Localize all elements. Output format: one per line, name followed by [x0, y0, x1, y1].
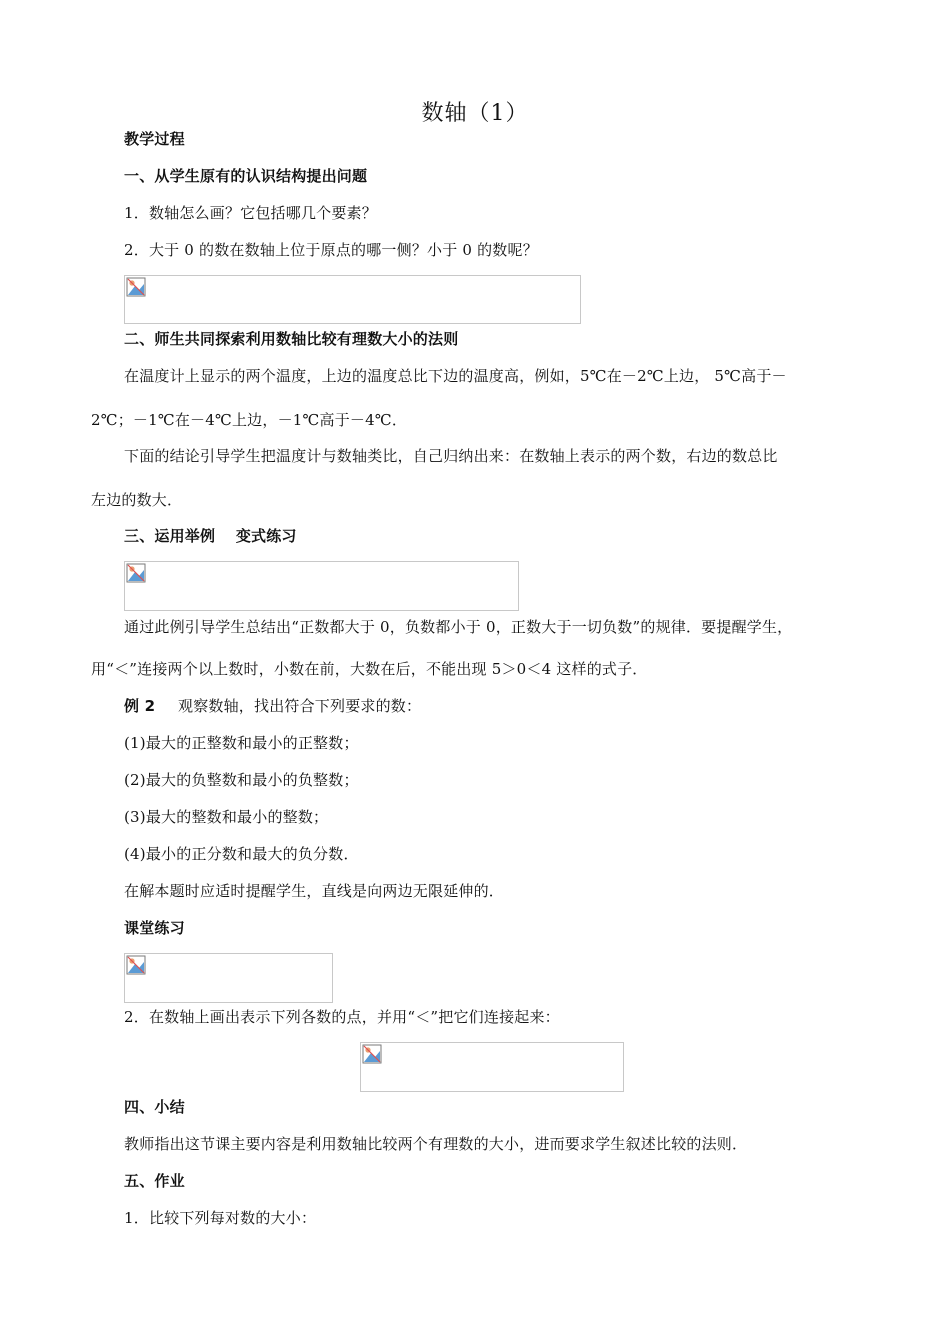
example-2-text: 观察数轴，找出符合下列要求的数：	[178, 697, 422, 715]
section-2-heading: 二、师生共同探索利用数轴比较有理数大小的法则	[124, 330, 459, 348]
section-4-heading: 四、小结	[124, 1098, 185, 1116]
broken-image-icon	[126, 277, 146, 297]
section-2-paragraph-2-line-2: 左边的数大．	[91, 491, 183, 509]
example-2-note: 在解本题时应适时提醒学生，直线是向两边无限延伸的．	[124, 882, 505, 900]
image-placeholder-3	[124, 953, 333, 1003]
section-2-paragraph-1-line-2: 2℃；－1℃在－4℃上边，－1℃高于－4℃．	[91, 411, 408, 429]
broken-image-icon	[126, 955, 146, 975]
example-2-label: 例 2	[124, 697, 156, 715]
section-5-question-1: 1．比较下列每对数的大小：	[124, 1209, 317, 1227]
image-placeholder-4	[360, 1042, 624, 1092]
example-2-item: (1)最大的正整数和最小的正整数；	[124, 734, 359, 752]
section-3-heading: 三、运用举例 变式练习	[124, 527, 297, 545]
section-1-heading: 一、从学生原有的认识结构提出问题	[124, 167, 368, 185]
practice-question-2: 2．在数轴上画出表示下列各数的点，并用“＜”把它们连接起来：	[124, 1008, 560, 1026]
example-2-item: (2)最大的负整数和最小的负整数；	[124, 771, 359, 789]
section-2-paragraph-2-line-1: 下面的结论引导学生把温度计与数轴类比，自己归纳出来：在数轴上表示的两个数，右边的数总比	[124, 447, 778, 465]
section-3-paragraph-line-1: 通过此例引导学生总结出“正数都大于 0，负数都小于 0，正数大于一切负数”的规律．要提醒学生，	[124, 618, 793, 636]
example-2-item: (3)最大的整数和最小的整数；	[124, 808, 329, 826]
broken-image-icon	[362, 1044, 382, 1064]
section-1-question-1: 1．数轴怎么画？它包括哪几个要素？	[124, 204, 377, 222]
image-placeholder-2	[124, 561, 519, 611]
section-5-heading: 五、作业	[124, 1172, 185, 1190]
image-placeholder-1	[124, 275, 581, 324]
page-title: 数轴（1）	[421, 101, 529, 126]
section-2-paragraph-1-line-1: 在温度计上显示的两个温度，上边的温度总比下边的温度高，例如，5℃在－2℃上边， 5℃高于－	[124, 367, 787, 385]
example-2-item: (4)最小的正分数和最大的负分数．	[124, 845, 359, 863]
section-4-text: 教师指出这节课主要内容是利用数轴比较两个有理数的大小，进而要求学生叙述比较的法则．	[124, 1135, 748, 1153]
practice-heading: 课堂练习	[124, 919, 185, 937]
section-1-question-2: 2．大于 0 的数在数轴上位于原点的哪一侧？小于 0 的数呢？	[124, 241, 538, 259]
teaching-process-heading: 教学过程	[124, 130, 185, 148]
broken-image-icon	[126, 563, 146, 583]
section-3-paragraph-line-2: 用“＜”连接两个以上数时，小数在前，大数在后，不能出现 5＞0＜4 这样的式子．	[91, 660, 648, 678]
